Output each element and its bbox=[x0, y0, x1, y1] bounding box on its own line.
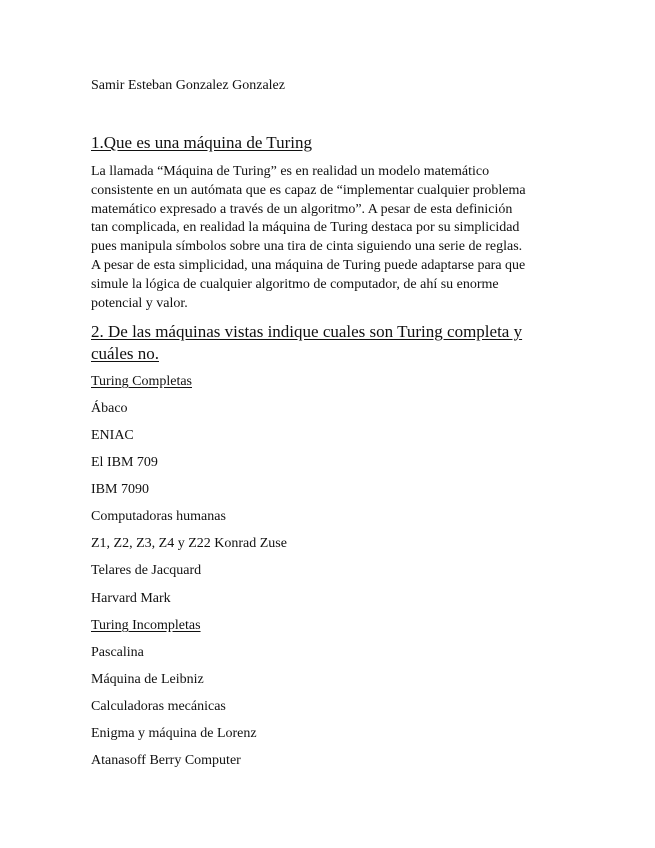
section-1-heading: 1.Que es una máquina de Turing bbox=[91, 133, 312, 152]
list-item: Máquina de Leibniz bbox=[91, 672, 204, 687]
list-item: Z1, Z2, Z3, Z4 y Z22 Konrad Zuse bbox=[91, 536, 287, 551]
turing-incomplete-label: Turing Incompletas bbox=[91, 618, 201, 633]
list-item: Enigma y máquina de Lorenz bbox=[91, 726, 257, 741]
paragraph-line: matemático expresado a través de un algoritmo”. A pesar de esta definición bbox=[91, 201, 513, 217]
paragraph-line: potencial y valor. bbox=[91, 295, 188, 311]
paragraph-line: tan complicada, en realidad la máquina de Turing destaca por su simplicidad bbox=[91, 220, 520, 236]
paragraph-line: pues manipula símbolos sobre una tira de cinta siguiendo una serie de reglas. bbox=[91, 239, 523, 255]
author-name: Samir Esteban Gonzalez Gonzalez bbox=[91, 78, 285, 93]
paragraph-line: A pesar de esta simplicidad, una máquina de Turing puede adaptarse para que bbox=[91, 257, 526, 273]
turing-complete-label: Turing Completas bbox=[91, 374, 192, 389]
list-item: El IBM 709 bbox=[91, 455, 158, 470]
list-item: IBM 7090 bbox=[91, 482, 149, 497]
list-item: Pascalina bbox=[91, 645, 144, 660]
list-item: Computadoras humanas bbox=[91, 509, 226, 524]
list-item: ENIAC bbox=[91, 428, 134, 443]
list-item: Telares de Jacquard bbox=[91, 563, 202, 578]
paragraph-line: simule la lógica de cualquier algoritmo de computador, de ahí su enorme bbox=[91, 276, 499, 292]
list-item: Calculadoras mecánicas bbox=[91, 699, 226, 714]
paragraph-line: La llamada “Máquina de Turing” es en realidad un modelo matemático bbox=[91, 164, 490, 179]
section-2-heading: 2. De las máquinas vistas indique cuales son Turing completa y bbox=[91, 322, 523, 341]
section-1-paragraph bbox=[91, 163, 571, 313]
section-2-heading-continued: cuáles no. bbox=[91, 344, 159, 363]
paragraph-line: consistente en un autómata que es capaz de “implementar cualquier problema bbox=[91, 182, 526, 198]
list-item: Ábaco bbox=[91, 401, 128, 416]
list-item: Atanasoff Berry Computer bbox=[91, 753, 241, 768]
list-item: Harvard Mark bbox=[91, 591, 171, 606]
